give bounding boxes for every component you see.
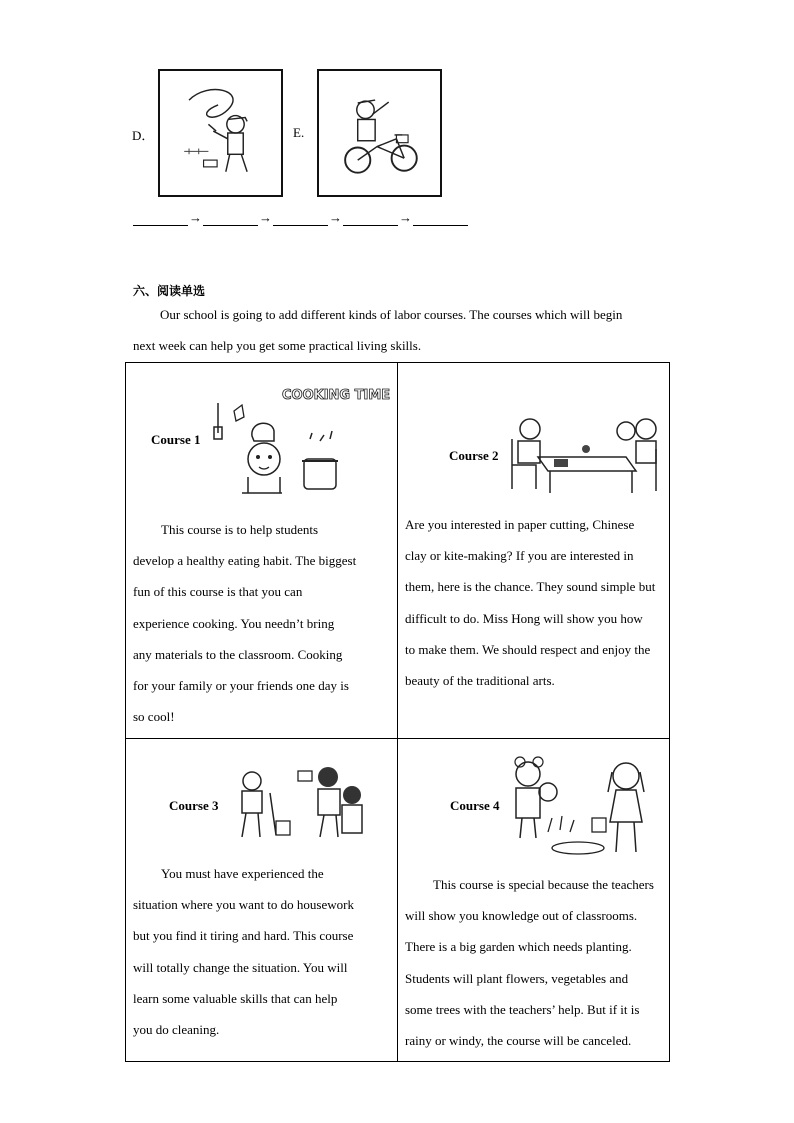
course-2-line: Are you interested in paper cutting, Chinese	[405, 517, 635, 532]
cleaning-illustration	[230, 763, 366, 841]
boy-flying-kite-picture	[158, 69, 283, 197]
course-4-cell	[398, 739, 670, 1062]
course-4-line: This course is special because the teachers	[433, 877, 654, 892]
course-2-cell	[398, 363, 670, 739]
boy-riding-bike-drawing	[319, 71, 440, 195]
children-cleaning-drawing	[230, 763, 366, 841]
answer-blank-4[interactable]	[343, 211, 398, 226]
course-4-line: There is a big garden which needs planting.	[405, 939, 632, 955]
course-4-line: some trees with the teachers’ help. But if it is	[405, 1001, 640, 1017]
course-1-line: so cool!	[133, 709, 175, 725]
course-2-line: difficult to do. Miss Hong will show you how	[405, 610, 643, 626]
course-4-line: will show you knowledge out of classrooms.	[405, 908, 638, 924]
course-1-line: any materials to the classroom. Cooking	[133, 646, 343, 662]
course-2-title: Course 2	[449, 448, 499, 463]
answer-blank-2[interactable]	[203, 211, 258, 226]
gardening-illustration	[508, 752, 656, 860]
cooking-time-title-1: COOKING TIME	[282, 388, 391, 403]
picture-label-e: E.	[293, 125, 305, 140]
boy-flying-kite-drawing	[160, 71, 281, 195]
answer-blank-3[interactable]	[273, 211, 328, 226]
course-4-line: rainy or windy, the course will be canceled.	[405, 1033, 632, 1049]
course-3-line: will totally change the situation. You will	[133, 959, 348, 975]
cooking-illustration	[212, 381, 391, 499]
arrow: →	[189, 210, 202, 225]
course-1-line: experience cooking. You needn’t bring	[133, 615, 335, 631]
course-3-line: situation where you want to do housework	[133, 897, 354, 913]
arrow: →	[259, 210, 272, 225]
course-2-text	[405, 509, 685, 696]
course-3-title: Course 3	[169, 798, 219, 813]
course-2-line: beauty of the traditional arts.	[405, 673, 555, 689]
course-3-line: learn some valuable skills that can help	[133, 990, 338, 1006]
intro-line-2: next week can help you get some practical living skills.	[133, 338, 422, 353]
children-at-table-drawing	[508, 409, 660, 495]
intro-line-1: Our school is going to add different kinds of labor courses. The courses which will begin	[160, 307, 623, 322]
picture-label-d: D．	[132, 128, 155, 143]
courses-table	[125, 362, 670, 1062]
crafts-illustration	[508, 409, 660, 495]
course-3-line: You must have experienced the	[161, 866, 324, 881]
course-1-text	[133, 514, 383, 732]
answer-blank-1[interactable]	[133, 211, 188, 226]
course-3-line: but you find it tiring and hard. This course	[133, 928, 354, 944]
answer-blank-5[interactable]	[413, 211, 468, 226]
course-3-line: you do cleaning.	[133, 1022, 220, 1038]
section-title: 六、阅读单选	[133, 284, 206, 298]
course-1-line: This course is to help students	[161, 522, 319, 537]
course-3-text	[133, 858, 383, 1045]
course-1-line: for your family or your friends one day is	[133, 678, 349, 694]
course-4-line: Students will plant flowers, vegetables and	[405, 970, 629, 986]
course-1-line: develop a healthy eating habit. The biggest	[133, 553, 357, 569]
course-2-line: clay or kite-making? If you are interested in	[405, 548, 634, 564]
course-2-line: to make them. We should respect and enjoy the	[405, 641, 651, 657]
children-gardening-drawing	[508, 752, 656, 860]
course-1-line: fun of this course is that you can	[133, 584, 303, 600]
cooking-girl-drawing	[212, 381, 391, 499]
order-answer-line	[133, 210, 468, 226]
course-4-title: Course 4	[450, 798, 500, 813]
arrow: →	[329, 210, 342, 225]
arrow: →	[399, 210, 412, 225]
course-3-cell	[126, 739, 398, 1062]
course-2-line: them, here is the chance. They sound simple but	[405, 579, 656, 595]
course-4-text	[405, 869, 685, 1056]
course-1-title: Course 1	[151, 432, 201, 447]
course-1-cell	[126, 363, 398, 739]
boy-riding-bike-picture	[317, 69, 442, 197]
